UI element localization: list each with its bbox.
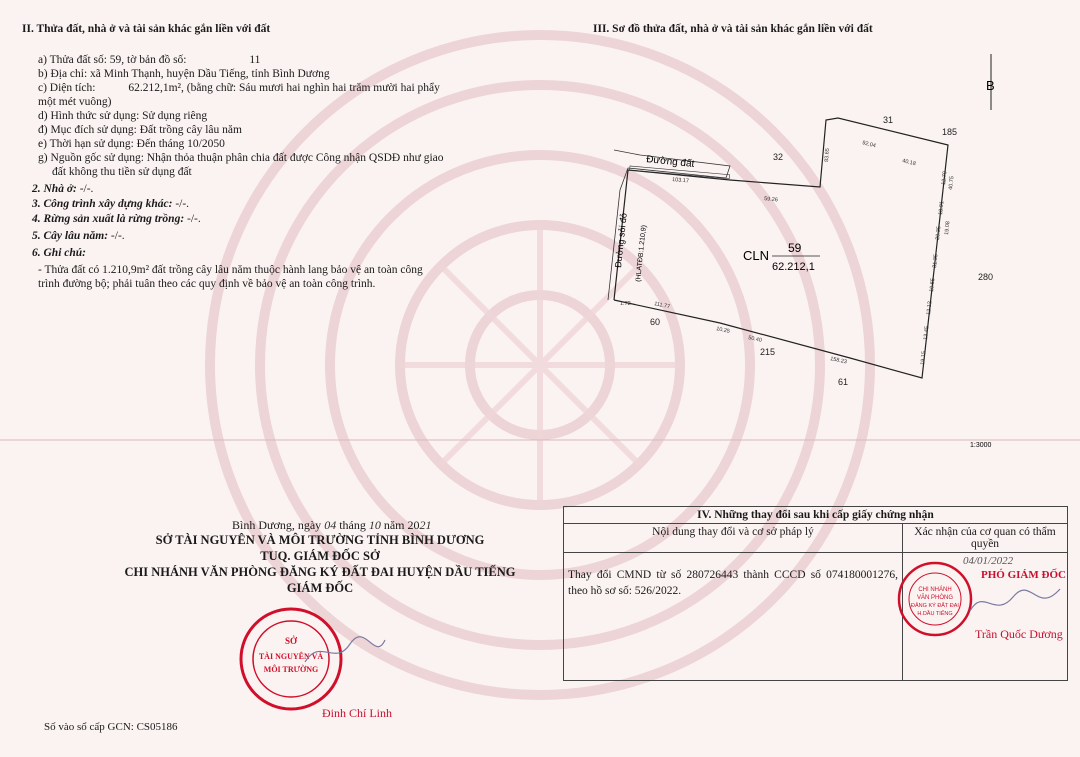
item-perennial-value: -/-. [110,230,125,242]
parcel-line-a-label: a) Thửa đất số: 59, tờ bản đồ số: [38,54,187,66]
seal-text: H.DẦU TIẾNG [917,611,953,617]
neighbor-label: 215 [760,347,776,357]
signer-name: Đinh Chí Linh [322,706,393,720]
neighbor-label: 185 [942,127,958,137]
section2-title: II. Thửa đất, nhà ở và tài sản khác gắn liền với đất [22,23,271,35]
edge-label: 59.26 [763,196,779,204]
date-month-prefix: tháng [339,518,366,532]
north-label: B [986,78,995,93]
edge-label: 10.55 [929,277,937,293]
edge-label: 12.70 [941,170,949,186]
map-sheet-number: 11 [249,54,261,66]
parcel-area-value: 62.212,1m², (bằng chữ: Sáu mươi hai nghìn hai trăm mười hai phẩy [128,82,440,94]
item-perennial-label: 5. Cây lâu năm: [32,230,109,242]
seal-text: TÀI NGUYÊN VÀ [258,652,324,661]
confirm-role: PHÓ GIÁM ĐỐC [981,569,1066,581]
road-side-note: (HLATĐB:1.210,9) [635,224,648,283]
seal-text: CHI NHÁNH [918,587,952,593]
parcel-area-label: c) Diện tích: [38,82,96,94]
item-construction-label: 3. Công trình xây dựng khác: [32,198,173,210]
seal-text: ĐĂNG KÝ ĐẤT ĐAI [911,603,959,609]
edge-label: 13.45 [923,325,931,341]
item-construction [32,197,189,211]
road-label: Đường đất [645,154,695,171]
section3-title: III. Sơ đồ thửa đất, nhà ở và tài sản khác gắn liền với đất [593,23,873,35]
date-year-prefix: năm 20 [383,518,420,532]
authority-line-2: TUQ. GIÁM ĐỐC SỞ [260,549,380,563]
change-content: Thay đổi CMND từ số 280726443 thành CCCD số 074180001276, theo hồ sơ số: 526/2022. [564,553,903,681]
item-notes-label: 6. Ghi chú: [32,247,86,259]
seal-text: MÔI TRƯỜNG [263,665,319,674]
item-house-value: -/-. [79,183,94,195]
signature-2 [965,583,1065,623]
usage-term: e) Thời hạn sử dụng: Đến tháng 10/2050 [38,138,225,150]
section4-title: IV. Những thay đổi sau khi cấp giấy chứng nhận [564,507,1068,524]
item-house-label: 2. Nhà ở: [32,183,77,195]
neighbor-label: 31 [883,115,894,125]
date-day: 04 [324,518,337,532]
col-header-content: Nội dung thay đổi và cơ sở pháp lý [564,524,903,553]
date-line [232,518,432,532]
change-seal [895,559,975,639]
authority-line-3: CHI NHÁNH VĂN PHÒNG ĐĂNG KÝ ĐẤT ĐAI HUYỆN DẦU TIẾNG [124,565,516,579]
edge-label: 103.17 [671,177,690,185]
edge-label: 50.40 [747,335,763,344]
parcel-number: 59 [788,241,802,255]
date-year: 21 [419,518,432,532]
col-header-confirm: Xác nhận của cơ quan có thẩm quyền [903,524,1068,553]
item-house [32,182,93,196]
usage-form: d) Hình thức sử dụng: Sử dụng riêng [38,110,208,122]
edge-label: 40.75 [948,175,956,191]
date-prefix: Bình Dương, ngày [232,518,322,532]
parcel-area-line [38,81,440,95]
neighbor-label: 32 [773,152,784,162]
seal-text: SỞ [284,636,298,646]
edge-label: 20.35 [935,225,943,241]
edge-label: 10.25 [715,326,731,335]
edge-label: 158.23 [829,356,848,366]
note-line-1: - Thửa đất có 1.210,9m² đất trồng cây lâu năm thuộc hành lang bảo vệ an toàn công [38,264,423,276]
item-forest [32,212,201,226]
edge-label: 18.91 [938,200,946,216]
neighbor-label: 280 [978,272,994,282]
map-scale: 1:3000 [970,442,992,449]
item-forest-value: -/-. [187,213,201,225]
edge-label: 40.18 [901,158,917,168]
parcel-address: b) Địa chỉ: xã Minh Thạnh, huyện Dầu Tiếng, tỉnh Bình Dương [38,68,330,80]
issuing-authority [60,532,580,596]
edge-label: 19.08 [944,220,952,236]
note-line-2: trình đường bộ; phải tuân theo các quy định về bảo vệ an toàn công trình. [38,278,376,290]
neighbor-label: 61 [838,377,849,387]
parcel-code: CLN [743,248,770,263]
parcel-map [580,40,1050,460]
edge-label: 92.04 [861,140,877,150]
item-perennial [32,229,125,243]
usage-origin-cont: đất không thu tiền sử dụng đất [52,166,192,178]
neighbor-label: 60 [650,317,661,327]
edge-label: 1.72 [620,301,631,307]
authority-line-4: GIÁM ĐỐC [286,581,354,595]
changes-table [563,506,1068,681]
seal-text: VĂN PHÒNG [916,595,954,601]
usage-purpose: đ) Mục đích sử dụng: Đất trồng cây lâu năm [38,124,242,136]
edge-label: 111.77 [653,301,671,311]
change-confirmation [903,553,1068,681]
item-forest-label: 4. Rừng sản xuất là rừng trồng: [32,213,185,225]
edge-label: 12.12 [926,300,934,316]
authority-line-1: SỞ TÀI NGUYÊN VÀ MÔI TRƯỜNG TỈNH BÌNH DƯƠNG [155,533,485,547]
certificate-number: Số vào sổ cấp GCN: CS05186 [44,721,178,733]
edge-label: 83.65 [824,147,831,163]
road-side-label: Đường sỏi đỏ [613,212,629,269]
parcel-area-map: 62.212,1 [772,261,815,273]
edge-label: 19.15 [920,350,928,366]
edge-label: 31.35 [932,253,940,269]
parcel-line-a [38,53,260,67]
date-month: 10 [368,518,381,532]
confirm-date: 04/01/2022 [963,555,1014,567]
signature-1 [300,632,390,672]
usage-origin: g) Nguồn gốc sử dụng: Nhận thỏa thuận phân chia đất được Công nhận QSDĐ như giao [38,152,444,164]
parcel-area-words: một mét vuông) [38,96,112,108]
item-construction-value: -/-. [175,198,190,210]
item-notes [32,246,86,260]
confirm-signer: Trần Quốc Dương [975,627,1063,641]
